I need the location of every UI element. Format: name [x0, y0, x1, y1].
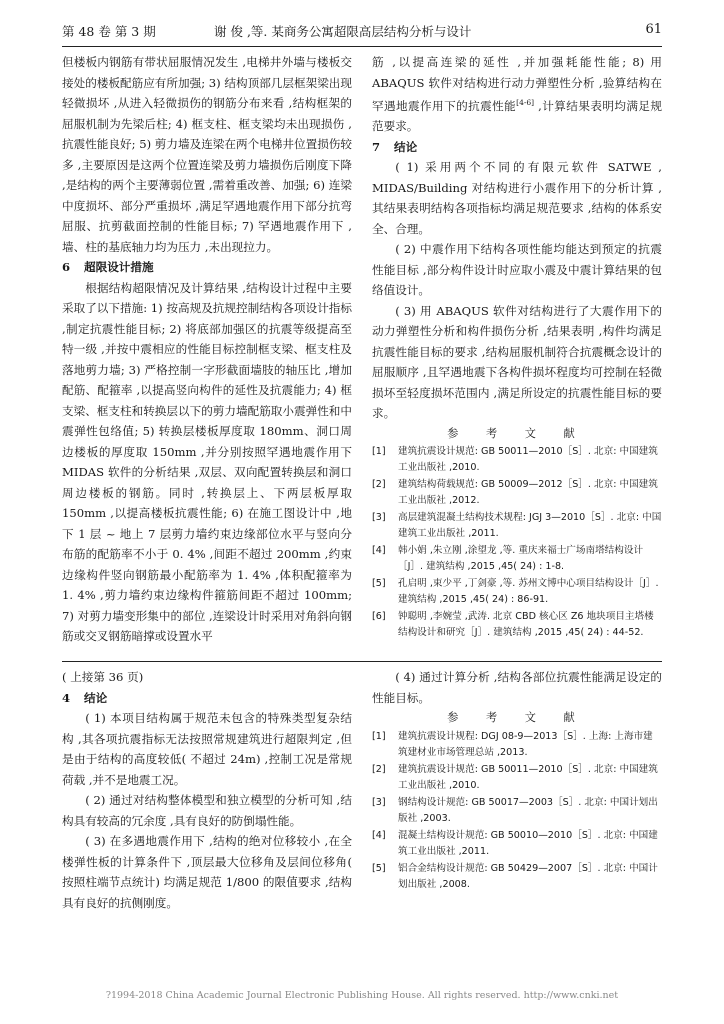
reference-text: 高层建筑混凝土结构技术规程: JGJ 3—2010［S］. 北京: 中国建筑工业出版社 ,2011. [398, 512, 662, 540]
conclusion-2: ( 2) 通过对结构整体模型和独立模型的分析可知 ,结构具有较高的冗余度 ,具有良好的防倒塌性能。 [62, 793, 352, 828]
reference-text: 建筑抗震设计规范: GB 50011—2010［S］. 北京: 中国建筑工业出版社 ,2010. [398, 446, 658, 474]
paragraph-measures: 根据结构超限情况及计算结果 ,结构设计过程中主要采取了以下措施: 1) 按高规及抗规控制结构各项设计指标 ,制定抗震性能目标; 2) 将底部加强区的抗震等级提高至特一级 ,并按中震相应的性能目标控制框支梁、框支柱及落地剪力墙; 3) 严格控制一字形截面墙肢的轴压比 ,增加配筋、配箍率 ,以提高竖向构件的延性及抗震能力; 4) 框支梁、框支柱和转换层以下的剪力墙配筋取小震弹性和中震弹性包络值; 5) 转换层楼板厚度取 180mm、洞口周边楼板的厚度取 150mm ,并分别按照罕遇地震作用下 MIDAS 软件的分析结果 ,双层、双向配置转换层和洞口周边楼板的钢筋。同时 ,转换层上、下两层板厚取 150mm ,以提高楼板抗震性能; 6) 在施工图设计中 ,地下 1 层 ~ 地上 7 层剪力墙约束边缘部位水平与竖向分布筋的配筋率不小于 0. 4% ,间距不超过 200mm ,约束边缘构件竖向钢筋最小配筋率为 1. 4% ,体积配箍率为 1. 4% ,剪力墙约束边缘构件箍筋间距不超过 100mm; 7) 对剪力墙变形集中的部位 ,连梁设计时采用对角斜向钢筋或交叉钢筋暗撑或设置水平 [62, 280, 352, 643]
journal-issue: 第 48 卷 第 3 期 [62, 24, 156, 39]
reference-item [372, 510, 662, 542]
reference-text: 钢结构设计规范: GB 50017—2003［S］. 北京: 中国计划出版社 ,2003. [398, 796, 658, 824]
conclusion-2: ( 2) 中震作用下结构各项性能均能达到预定的抗震性能目标 ,部分构件设计时应取小震及中震计算结果的包络值设计。 [372, 242, 662, 298]
reference-item [372, 828, 662, 860]
reference-number: [5] [372, 862, 386, 874]
reference-item [372, 861, 662, 893]
reference-number: [3] [372, 796, 386, 808]
citation: [4-6] [516, 98, 535, 107]
page-number: 61 [645, 22, 662, 37]
reference-item [372, 729, 662, 761]
reference-number: [1] [372, 730, 386, 742]
reference-item [372, 576, 662, 608]
running-header [62, 18, 662, 44]
reference-text: 建筑抗震设计规范: GB 50011—2010［S］. 北京: 中国建筑工业出版社 ,2010. [398, 763, 658, 791]
section-title: 超限设计措施 [84, 260, 154, 274]
reference-item [372, 762, 662, 794]
reference-item [372, 795, 662, 827]
section-heading-4 [62, 688, 352, 709]
reference-item [372, 444, 662, 476]
references-heading: 参 考 文 献 [447, 426, 587, 440]
article-running-title: 谢 俊 ,等. 某商务公寓超限高层结构分析与设计 [214, 24, 472, 39]
text-run: ,计算结果表明均满足规范要求。 [372, 98, 662, 134]
reference-number: [4] [372, 545, 386, 557]
section-number: 4 [62, 690, 71, 705]
reference-number: [6] [372, 611, 386, 623]
section-heading-6 [62, 257, 352, 278]
reference-text: 建筑结构荷载规范: GB 50009—2012［S］. 北京: 中国建筑工业出版社 ,2012. [398, 479, 658, 507]
reference-text: 混凝土结构设计规范: GB 50010—2010［S］. 北京: 中国建筑工业出版社 ,2011. [398, 829, 658, 857]
conclusion-4: ( 4) 通过计算分析 ,结构各部位抗震性能满足设定的性能目标。 [372, 670, 662, 705]
references-heading: 参 考 文 献 [447, 711, 587, 724]
conclusion-3: ( 3) 在多遇地震作用下 ,结构的绝对位移较小 ,在全楼弹性板的计算条件下 ,顶层最大位移角及层间位移角( 按照柱端节点统计) 均满足规范 1/800 的限值要求 ,结构具有良好的抗侧刚度。 [62, 834, 352, 910]
reference-item [372, 543, 662, 575]
section-number: 7 [372, 139, 381, 154]
article-separator-rule [62, 661, 662, 662]
reference-number: [3] [372, 512, 386, 524]
section-number: 6 [62, 260, 71, 274]
references-list [372, 444, 662, 641]
reference-number: [4] [372, 829, 386, 841]
section-heading-7 [372, 137, 662, 158]
reference-number: [2] [372, 763, 386, 775]
bottom-left-column [62, 667, 352, 913]
paragraph-continued: 但楼板内钢筋有带状屈服情况发生 ,电梯井外墙与楼板交接处的楼板配筋应有所加强; 3) 结构顶部几层框架梁出现轻微损坏 ,从进入轻微损伤的钢筋分布来看 ,结构框架的屈服机制为先梁后柱; 4) 框支柱、框支梁均未出现损伤 ,抗震性能良好; 5) 剪力墙及连梁在两个电梯井位置损伤较多 ,主要原因是这两个位置连梁及剪力墙损伤后刚度下降 ,是结构的两个主要薄弱位置 ,需着重改善、加强; 6) 连梁中度损坏、部分严重损坏 ,满足罕遇地震作用下部分抗弯屈服、抗剪截面控制的性能目标; 7) 罕遇地震作用下 ,墙、柱的基底轴力均为压力 ,未出现拉力。 [62, 55, 352, 254]
section-title: 结论 [394, 139, 418, 154]
conclusion-1: ( 1) 本项目结构属于规范未包含的特殊类型复杂结构 ,其各项抗震指标无法按照常规建筑进行超限判定 ,但是由于结构的高度较低( 不超过 24m) ,控制工况是常规荷载 ,并不是地震工况。 [62, 711, 352, 787]
reference-number: [2] [372, 479, 386, 491]
header-rule [62, 46, 662, 47]
bottom-right-column [372, 667, 662, 894]
continued-from-note: ( 上接第 36 页) [62, 670, 144, 684]
conclusion-3: ( 3) 用 ABAQUS 软件对结构进行了大震作用下的动力弹塑性分析和构件损伤分析 ,结果表明 ,构件均满足抗震性能目标的要求 ,结构屈服机制符合抗震概念设计的屈服顺序 ,且罕遇地震下各构件损坏程度均可控制在轻微损坏至轻度损坏范围内 ,满足所设定的抗震性能目标的要求。 [372, 303, 662, 421]
section-title: 结论 [84, 690, 108, 705]
reference-text: 建筑抗震设计规程: DGJ 08-9—2013［S］. 上海: 上海市建筑建材业市场管理总站 ,2013. [398, 730, 653, 758]
reference-text: 钟聪明 ,李婉莹 ,武涛. 北京 CBD 核心区 Z6 地块项目主塔楼结构设计和研究［J］. 建筑结构 ,2015 ,45( 24) : 44-52. [398, 611, 654, 639]
reference-text: 铝合金结构设计规范: GB 50429—2007［S］. 北京: 中国计划出版社 ,2008. [398, 862, 658, 890]
reference-item [372, 609, 662, 641]
paragraph-continued-right [372, 52, 662, 137]
conclusion-1: ( 1) 采用两个不同的有限元软件 SATWE , MIDAS/Building 对结构进行小震作用下的分析计算 ,其结果表明结构各项指标均满足规范要求 ,结构的体系安全、合理。 [372, 160, 662, 236]
reference-number: [1] [372, 446, 386, 458]
text-run: 筋 ,以提高连梁的延性 ,并加强耗能性能; 8) 用 ABAQUS 软件对结构进行动力弹塑性分析 ,验算结构在罕遇地震作用下的抗震性能 [372, 55, 662, 113]
reference-number: [5] [372, 578, 386, 590]
top-left-column [62, 52, 352, 647]
reference-text: 韩小娟 ,朱立刚 ,涂望龙 ,等. 重庆来福士广场南塔结构设计［J］. 建筑结构 ,2015 ,45( 24) : 1-8. [398, 545, 644, 573]
reference-item [372, 477, 662, 509]
references-list [372, 729, 662, 893]
copyright-footer: ?1994-2018 China Academic Journal Electronic Publishing House. All rights reserved. http://www.cnki.net [105, 990, 619, 1001]
reference-text: 孔启明 ,束少平 ,丁剑豪 ,等. 苏州文博中心项目结构设计［J］. 建筑结构 ,2015 ,45( 24) : 86-91. [398, 578, 659, 606]
top-right-column [372, 52, 662, 642]
